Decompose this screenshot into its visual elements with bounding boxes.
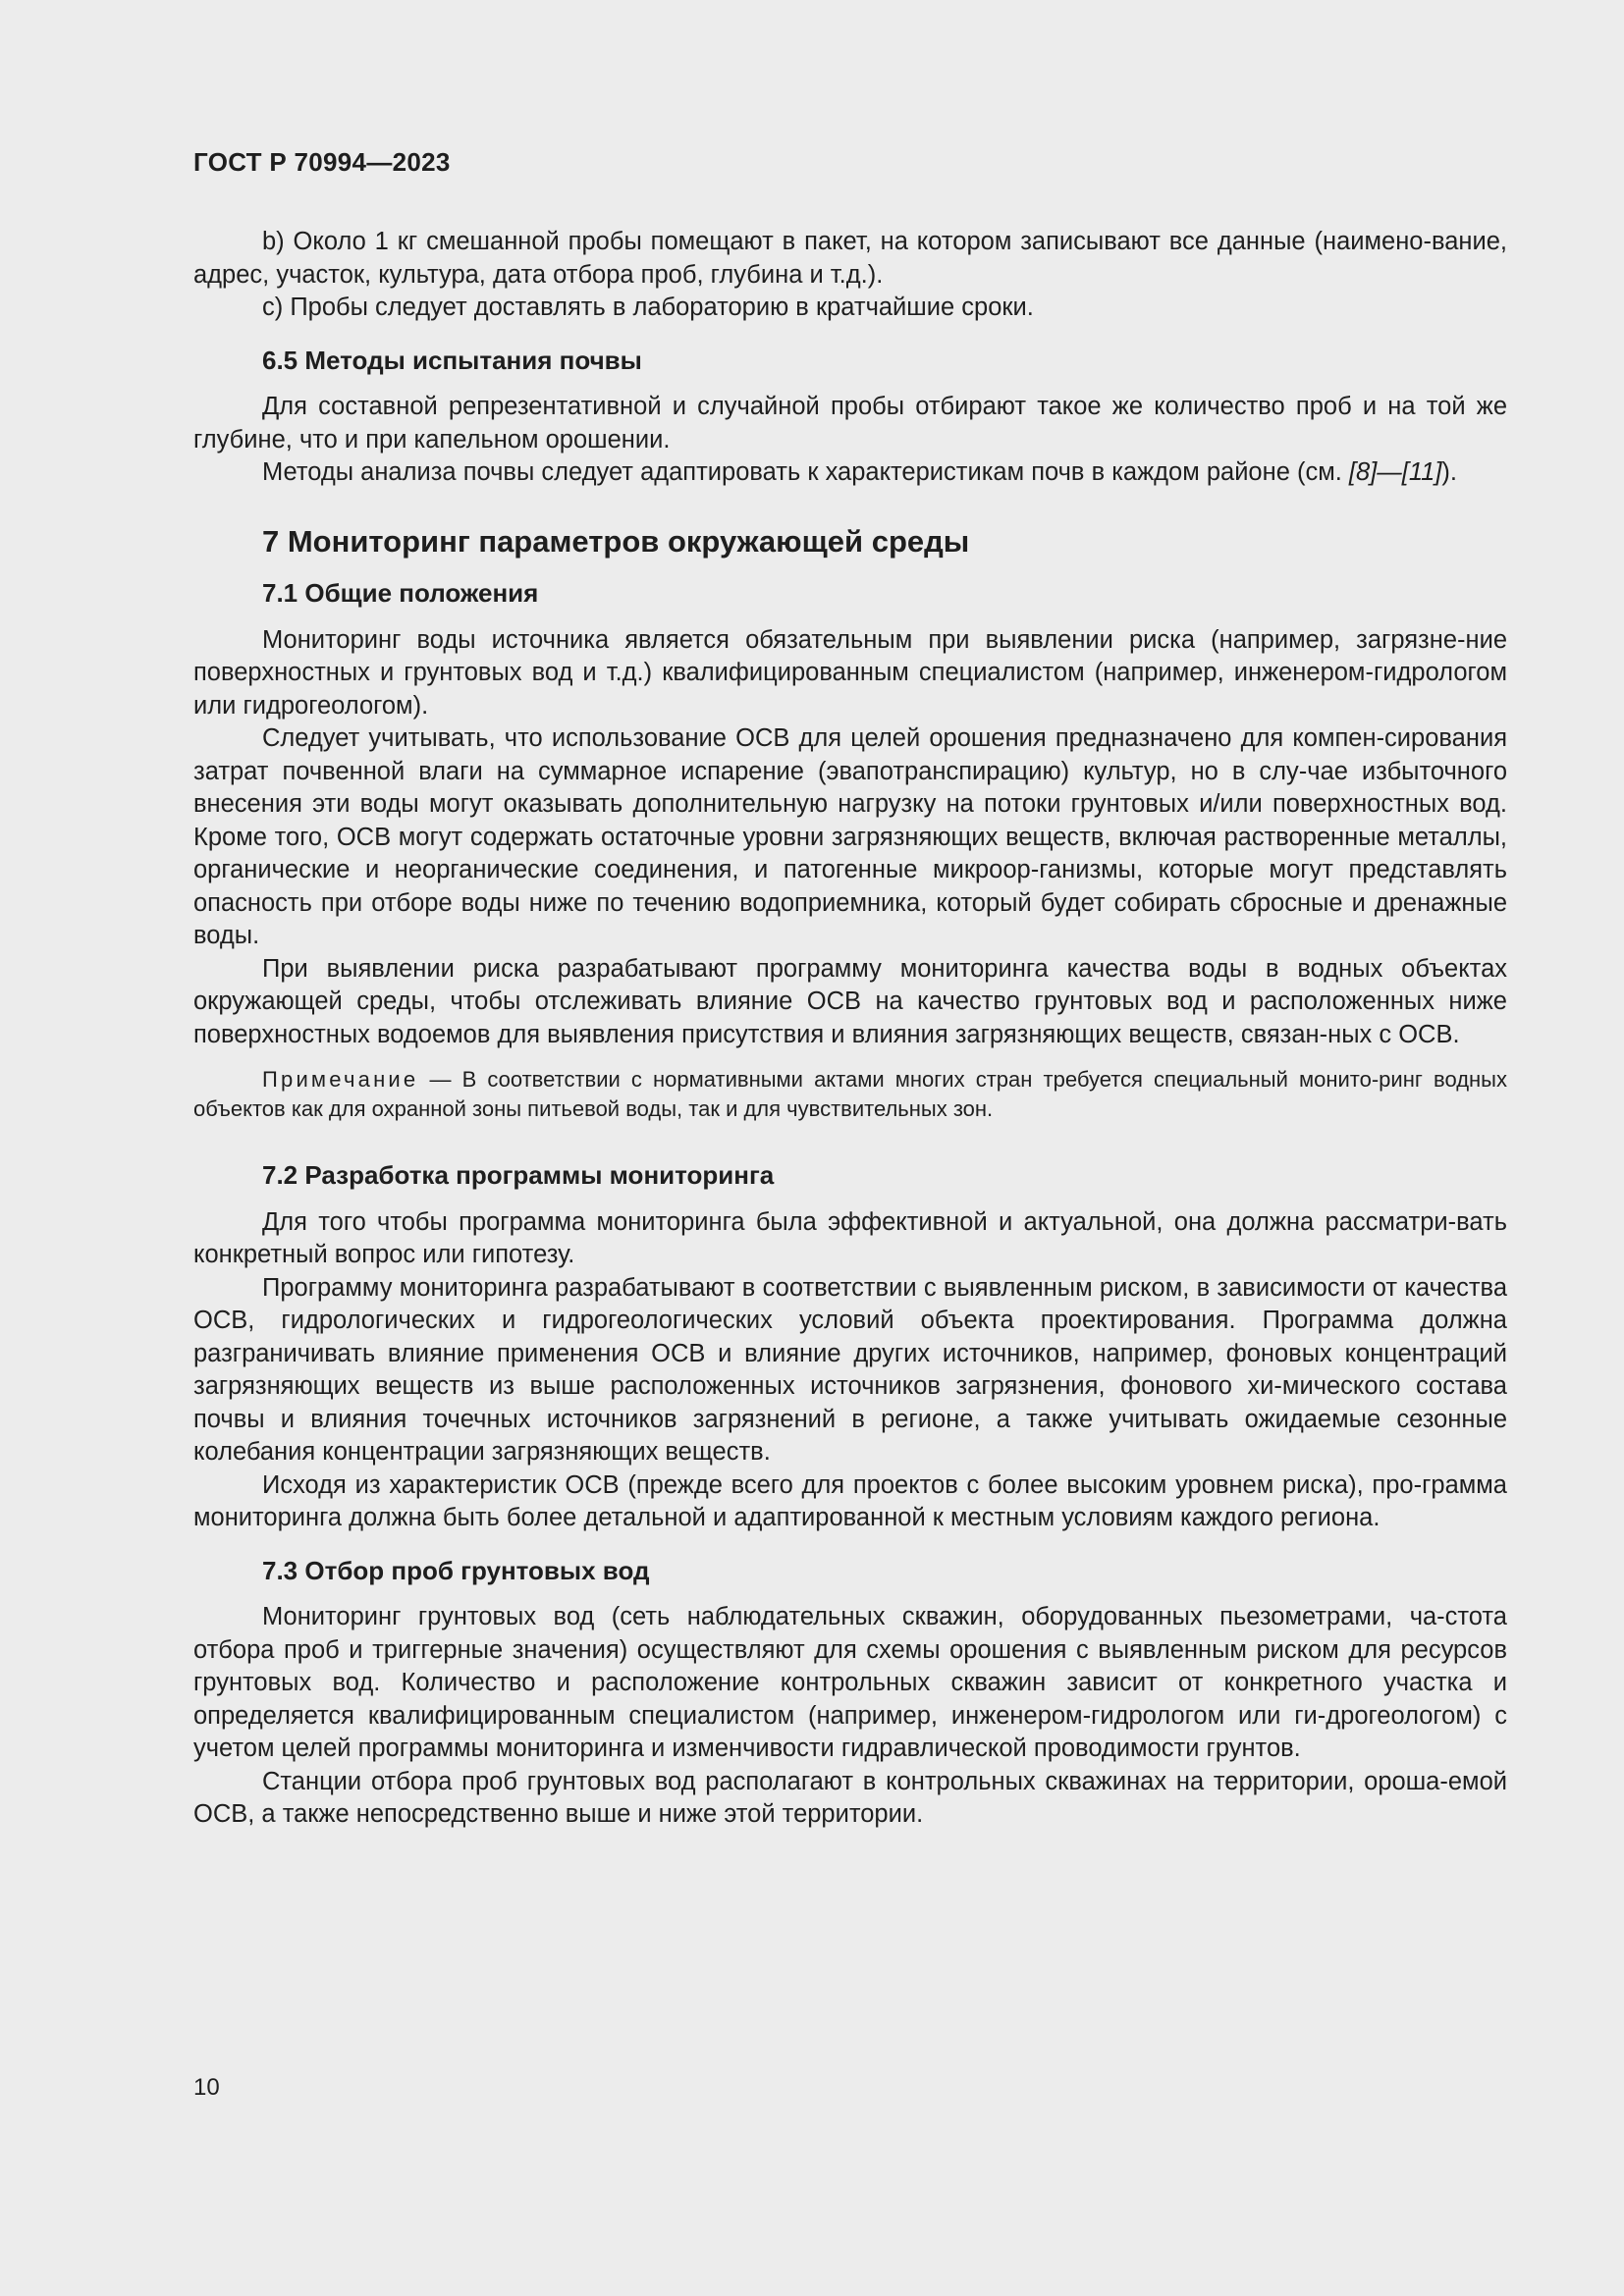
- section-7-2-paragraph-3: Исходя из характеристик ОСВ (прежде всего для проектов с более высоким уровнем риска), про-грамма мониторинга должна быть более детальной и адаптированной к местным условиям каждого региона.: [193, 1470, 1507, 1531]
- section-7-3-paragraph-2: Станции отбора проб грунтовых вод располагают в контрольных скважинах на территории, ороша-емой ОСВ, а также непосредственно выше и ниже этой территории.: [193, 1767, 1507, 1828]
- section-7-2-paragraph-1: Для того чтобы программа мониторинга была эффективной и актуальной, она должна рассматри-вать конкретный вопрос или гипотезу.: [193, 1207, 1507, 1268]
- page-number: 10: [193, 2074, 220, 2101]
- section-7-2-title: 7.2 Разработка программы мониторинга: [262, 1160, 775, 1190]
- page-body: [193, 226, 1507, 1832]
- section-6-5-paragraph-2-end: ).: [1441, 458, 1457, 486]
- section-6-5-title: 6.5 Методы испытания почвы: [262, 345, 642, 375]
- section-7-title: 7 Мониторинг параметров окружающей среды: [262, 523, 970, 559]
- section-7-3-paragraph-1: Мониторинг грунтовых вод (сеть наблюдательных скважин, оборудованных пьезометрами, ча-стота отбора проб и триггерные значения) осуществляют для схемы орошения с выявленным риском для ресурсов грунтовых вод. Количество и расположение контрольных скважин зависит от конкретного участка и определяется квалифицированным специалистом (например, инженером-гидрологом или ги-дрогеологом) с учетом целей программы мониторинга и изменчивости гидравлической проводимости грунтов.: [193, 1603, 1507, 1762]
- section-7-1-paragraph-2: Следует учитывать, что использование ОСВ для целей орошения предназначено для компен-сирования затрат почвенной влаги на суммарное испарение (эвапотранспирацию) культур, но в слу-чае избыточного внесения эти воды могут оказывать дополнительную нагрузку на потоки грунтовых и/или поверхностных вод. Кроме того, ОСВ могут содержать остаточные уровни загрязняющих веществ, включая растворенные металлы, органические и неорганические соединения, и патогенные микроор-ганизмы, которые могут представлять опасность при отборе воды ниже по течению водоприемника, который будет собирать сбросные и дренажные воды.: [193, 724, 1507, 949]
- section-7-2-paragraph-2: Программу мониторинга разрабатывают в соответствии с выявленным риском, в зависимости от качества ОСВ, гидрологических и гидрогеологических условий объекта проектирования. Программа должна разграничивать влияние применения ОСВ и влияние других источников, например, фоновых концентраций загрязняющих веществ из выше расположенных источников загрязнения, фонового хи-мического состава почвы и влияния точечных источников загрязнений в регионе, а также учитывать ожидаемые сезонные колебания концентрации загрязняющих веществ.: [193, 1273, 1507, 1466]
- list-item-b: b) Около 1 кг смешанной пробы помещают в пакет, на котором записывают все данные (наимено-вание, адрес, участок, культура, дата отбора проб, глубина и т.д.).: [193, 228, 1507, 289]
- section-6-5-paragraph-2: [193, 456, 1507, 490]
- section-7-1-title: 7.1 Общие положения: [262, 578, 539, 608]
- document-id: ГОСТ Р 70994—2023: [193, 147, 451, 177]
- note-label: Примечание: [262, 1067, 419, 1092]
- note: [193, 1065, 1507, 1124]
- section-6-5-paragraph-1: Для составной репрезентативной и случайной пробы отбирают такое же количество проб и на той же глубине, что и при капельном орошении.: [193, 393, 1507, 454]
- note-text: — В соответствии с нормативными актами многих стран требуется специальный монито-ринг водных объектов как для охранной зоны питьевой воды, так и для чувствительных зон.: [193, 1067, 1507, 1121]
- section-7-1-paragraph-1: Мониторинг воды источника является обязательным при выявлении риска (например, загрязне-ние поверхностных и грунтовых вод и т.д.) квалифицированным специалистом (например, инженером-гидрологом или гидрогеологом).: [193, 625, 1507, 720]
- list-item-c: c) Пробы следует доставлять в лабораторию в кратчайшие сроки.: [262, 294, 1034, 321]
- bibliography-reference: [8]—[11]: [1348, 458, 1442, 486]
- section-7-1-paragraph-3: При выявлении риска разрабатывают программу мониторинга качества воды в водных объектах окружающей среды, чтобы отслеживать влияние ОСВ на качество грунтовых вод и расположенных ниже поверхностных водоемов для выявления присутствия и влияния загрязняющих веществ, связан-ных с ОСВ.: [193, 954, 1507, 1048]
- section-7-3-title: 7.3 Отбор проб грунтовых вод: [262, 1555, 650, 1585]
- section-6-5-paragraph-2-text: Методы анализа почвы следует адаптировать к характеристикам почв в каждом районе (см.: [262, 458, 1349, 486]
